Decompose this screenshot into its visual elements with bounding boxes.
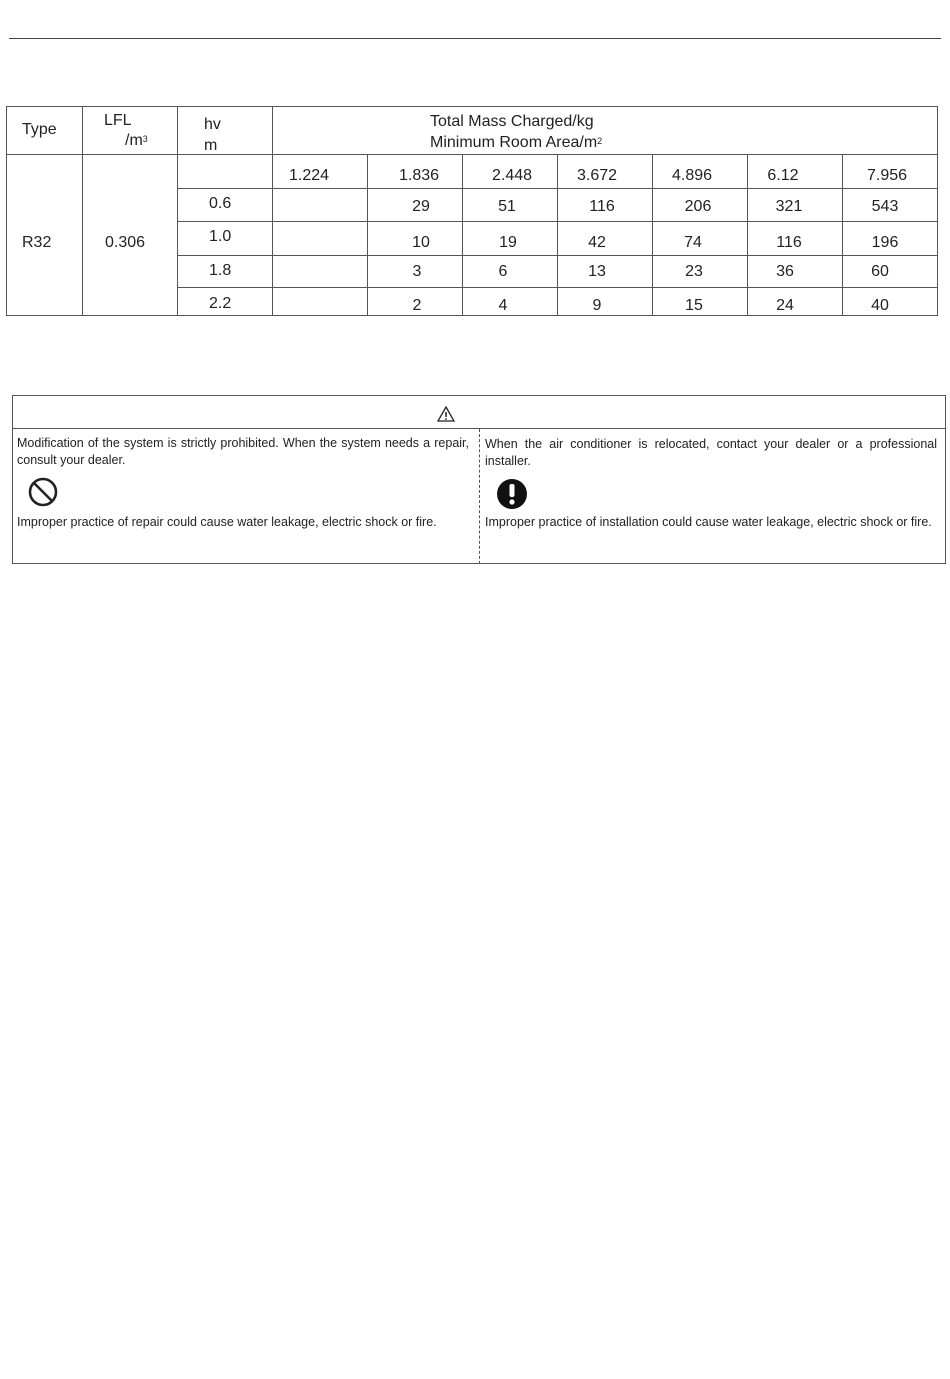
area-cell: 40 <box>871 297 889 314</box>
row-divider <box>177 255 937 256</box>
mass-value: 7.956 <box>866 167 908 184</box>
col-divider <box>272 107 273 315</box>
area-cell: 29 <box>412 198 430 215</box>
area-cell: 206 <box>684 198 712 215</box>
mass-value: 2.448 <box>491 167 533 184</box>
header-title-mass: Total Mass Charged/kg <box>430 113 594 130</box>
column-divider <box>479 429 480 564</box>
header-lfl-unit: $/m^3$ <box>125 132 148 149</box>
area-cell: 60 <box>871 263 889 280</box>
area-cell: 10 <box>412 234 430 251</box>
warning-box <box>12 395 946 564</box>
header-hv: hv <box>204 116 221 133</box>
area-cell: 116 <box>589 198 615 215</box>
mandatory-exclamation-icon <box>496 478 528 510</box>
col-divider <box>82 107 83 315</box>
area-cell: 24 <box>776 297 794 314</box>
area-cell: 9 <box>592 297 602 314</box>
mass-value: 1.836 <box>398 167 440 184</box>
mass-value: 1.224 <box>288 167 330 184</box>
area-cell: 6 <box>498 263 508 280</box>
area-cell: 36 <box>776 263 794 280</box>
warning-left-text1: Modification of the system is strictly prohibited. When the system needs a repair, consult your dealer. <box>17 436 469 467</box>
hv-value: 1.0 <box>209 228 232 245</box>
prohibited-icon <box>27 476 59 508</box>
warning-right-text2: Improper practice of installation could cause water leakage, electric shock or fire. <box>485 515 932 529</box>
area-cell: 2 <box>412 297 422 314</box>
col-divider <box>462 154 463 315</box>
mass-value: 6.12 <box>767 167 799 184</box>
header-rule <box>9 38 941 39</box>
area-cell: 74 <box>684 234 702 251</box>
row-divider <box>177 221 937 222</box>
hv-value: 2.2 <box>209 295 232 312</box>
row-divider <box>177 188 937 189</box>
warning-left-text2: Improper practice of repair could cause water leakage, electric shock or fire. <box>17 515 437 529</box>
hv-value: 1.8 <box>209 262 232 279</box>
area-cell: 15 <box>685 297 703 314</box>
col-divider <box>367 154 368 315</box>
area-cell: 13 <box>588 263 606 280</box>
row-divider <box>7 154 937 155</box>
area-cell: 196 <box>871 234 899 251</box>
hv-value: 0.6 <box>209 195 232 212</box>
type-value: R32 <box>22 234 52 251</box>
warning-triangle-icon <box>437 406 455 422</box>
mass-value: 4.896 <box>671 167 713 184</box>
area-cell: 4 <box>498 297 508 314</box>
warning-right-text1: When the air conditioner is relocated, contact your dealer or a professional installer. <box>485 437 937 468</box>
area-cell: 42 <box>588 234 606 251</box>
header-type: Type <box>22 121 57 138</box>
header-hv-unit: m <box>204 137 218 154</box>
area-cell: 543 <box>871 198 899 215</box>
col-divider <box>177 107 178 315</box>
warning-header <box>13 396 945 429</box>
area-cell: 23 <box>685 263 703 280</box>
area-cell: 3 <box>412 263 422 280</box>
header-lfl: LFL <box>104 112 132 129</box>
area-cell: 321 <box>775 198 803 215</box>
col-divider <box>842 154 843 315</box>
area-cell: 116 <box>776 234 802 251</box>
header-title-area: Minimum Room Area/$m^2$ <box>430 134 603 151</box>
row-divider <box>177 287 937 288</box>
lfl-value: 0.306 <box>105 234 146 251</box>
mass-value: 3.672 <box>576 167 618 184</box>
area-cell: 51 <box>498 198 516 215</box>
area-cell: 19 <box>499 234 517 251</box>
min-room-area-table <box>6 106 938 316</box>
